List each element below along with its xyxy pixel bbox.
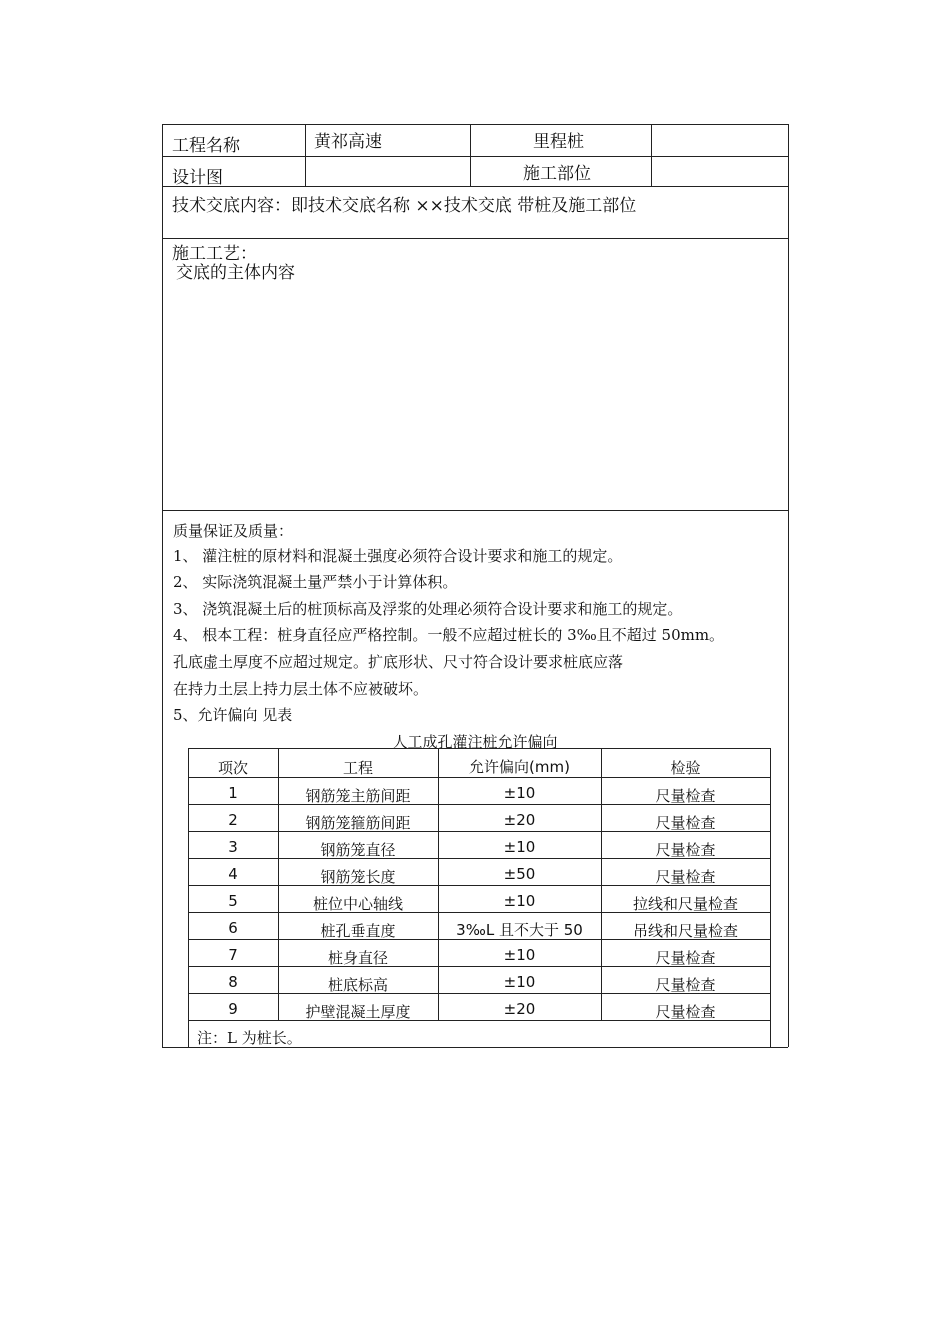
construction-process-title: 施工工艺： — [172, 244, 257, 264]
table-cell-item: 钢筋笼长度 — [320, 868, 396, 886]
table-cell-item: 桩位中心轴线 — [312, 895, 403, 913]
form-divider — [470, 124, 471, 186]
table-note: 注：L 为桩长。 — [197, 1029, 302, 1047]
mileage-label: 里程桩 — [533, 132, 584, 152]
quality-item: 5、允许偏向 见表 — [173, 706, 293, 724]
deviation-table-caption: 人工成孔灌注桩允许偏向 — [392, 733, 558, 751]
table-cell-inspection: 尺量检查 — [655, 841, 716, 859]
form-border-right — [788, 124, 789, 1047]
table-cell-deviation: ±10 — [503, 838, 536, 856]
form-divider — [651, 124, 652, 186]
table-cell-inspection: 拉线和尺量检查 — [632, 895, 738, 913]
table-cell-index: 5 — [228, 892, 238, 910]
quality-item: 在持力土层上持力层土体不应被破坏。 — [173, 680, 429, 698]
table-cell-inspection: 尺量检查 — [655, 976, 716, 994]
form-divider — [162, 156, 788, 157]
table-header-cell: 允许偏向(mm) — [469, 758, 570, 776]
table-rule — [770, 748, 771, 1047]
table-cell-inspection: 吊线和尺量检查 — [632, 922, 738, 940]
design-drawing-label: 设计图 — [172, 168, 223, 188]
quality-item: 孔底虚土厚度不应超过规定。扩底形状、尺寸符合设计要求桩底应落 — [173, 653, 624, 671]
form-border-top — [162, 124, 788, 125]
table-cell-inspection: 尺量检查 — [655, 868, 716, 886]
table-cell-index: 1 — [228, 784, 238, 802]
form-divider — [162, 186, 788, 187]
table-cell-deviation: ±10 — [503, 973, 536, 991]
table-cell-index: 2 — [228, 811, 238, 829]
project-name-label: 工程名称 — [172, 136, 240, 156]
construction-position-label: 施工部位 — [523, 164, 591, 184]
table-cell-deviation: ±50 — [503, 865, 536, 883]
quality-item: 1、 灌注桩的原材料和混凝土强度必须符合设计要求和施工的规定。 — [173, 547, 623, 565]
table-cell-index: 6 — [228, 919, 238, 937]
table-cell-deviation: ±20 — [503, 1000, 536, 1018]
table-cell-item: 护壁混凝土厚度 — [305, 1003, 411, 1021]
table-cell-inspection: 尺量检查 — [655, 787, 716, 805]
table-cell-index: 3 — [228, 838, 238, 856]
table-cell-deviation: ±10 — [503, 946, 536, 964]
table-cell-deviation: 3‰L 且不大于 50 — [456, 921, 583, 939]
project-name-value: 黄祁高速 — [314, 132, 382, 152]
construction-process-body: 交底的主体内容 — [176, 263, 295, 283]
table-rule — [188, 748, 770, 749]
table-cell-item: 钢筋笼主筋间距 — [305, 787, 411, 805]
form-border-left — [162, 124, 163, 1047]
table-cell-inspection: 尺量检查 — [655, 814, 716, 832]
table-cell-index: 9 — [228, 1000, 238, 1018]
quality-item: 3、 浇筑混凝土后的桩顶标高及浮浆的处理必须符合设计要求和施工的规定。 — [173, 600, 683, 618]
form-divider — [305, 124, 306, 186]
table-header-cell: 工程 — [342, 759, 373, 777]
table-cell-index: 4 — [228, 865, 238, 883]
table-header-cell: 项次 — [217, 759, 248, 777]
table-header-cell: 检验 — [670, 759, 701, 777]
quality-item: 4、 根本工程：桩身直径应严格控制。一般不应超过桩长的 3‰且不超过 50mm。 — [173, 626, 725, 644]
table-cell-index: 7 — [228, 946, 238, 964]
table-cell-index: 8 — [228, 973, 238, 991]
table-cell-deviation: ±10 — [503, 892, 536, 910]
table-cell-inspection: 尺量检查 — [655, 949, 716, 967]
table-cell-item: 钢筋笼箍筋间距 — [305, 814, 411, 832]
table-cell-inspection: 尺量检查 — [655, 1003, 716, 1021]
table-cell-deviation: ±10 — [503, 784, 536, 802]
form-divider — [162, 510, 788, 511]
quality-item: 2、 实际浇筑混凝土量严禁小于计算体积。 — [173, 573, 458, 591]
table-cell-item: 桩底标高 — [327, 976, 388, 994]
table-cell-item: 桩身直径 — [327, 949, 388, 967]
tech-disclosure-content: 技术交底内容：即技术交底名称 ××技术交底 带桩及施工部位 — [172, 196, 637, 216]
table-cell-deviation: ±20 — [503, 811, 536, 829]
quality-title: 质量保证及质量： — [173, 522, 294, 540]
table-cell-item: 桩孔垂直度 — [320, 922, 396, 940]
table-cell-item: 钢筋笼直径 — [320, 841, 396, 859]
